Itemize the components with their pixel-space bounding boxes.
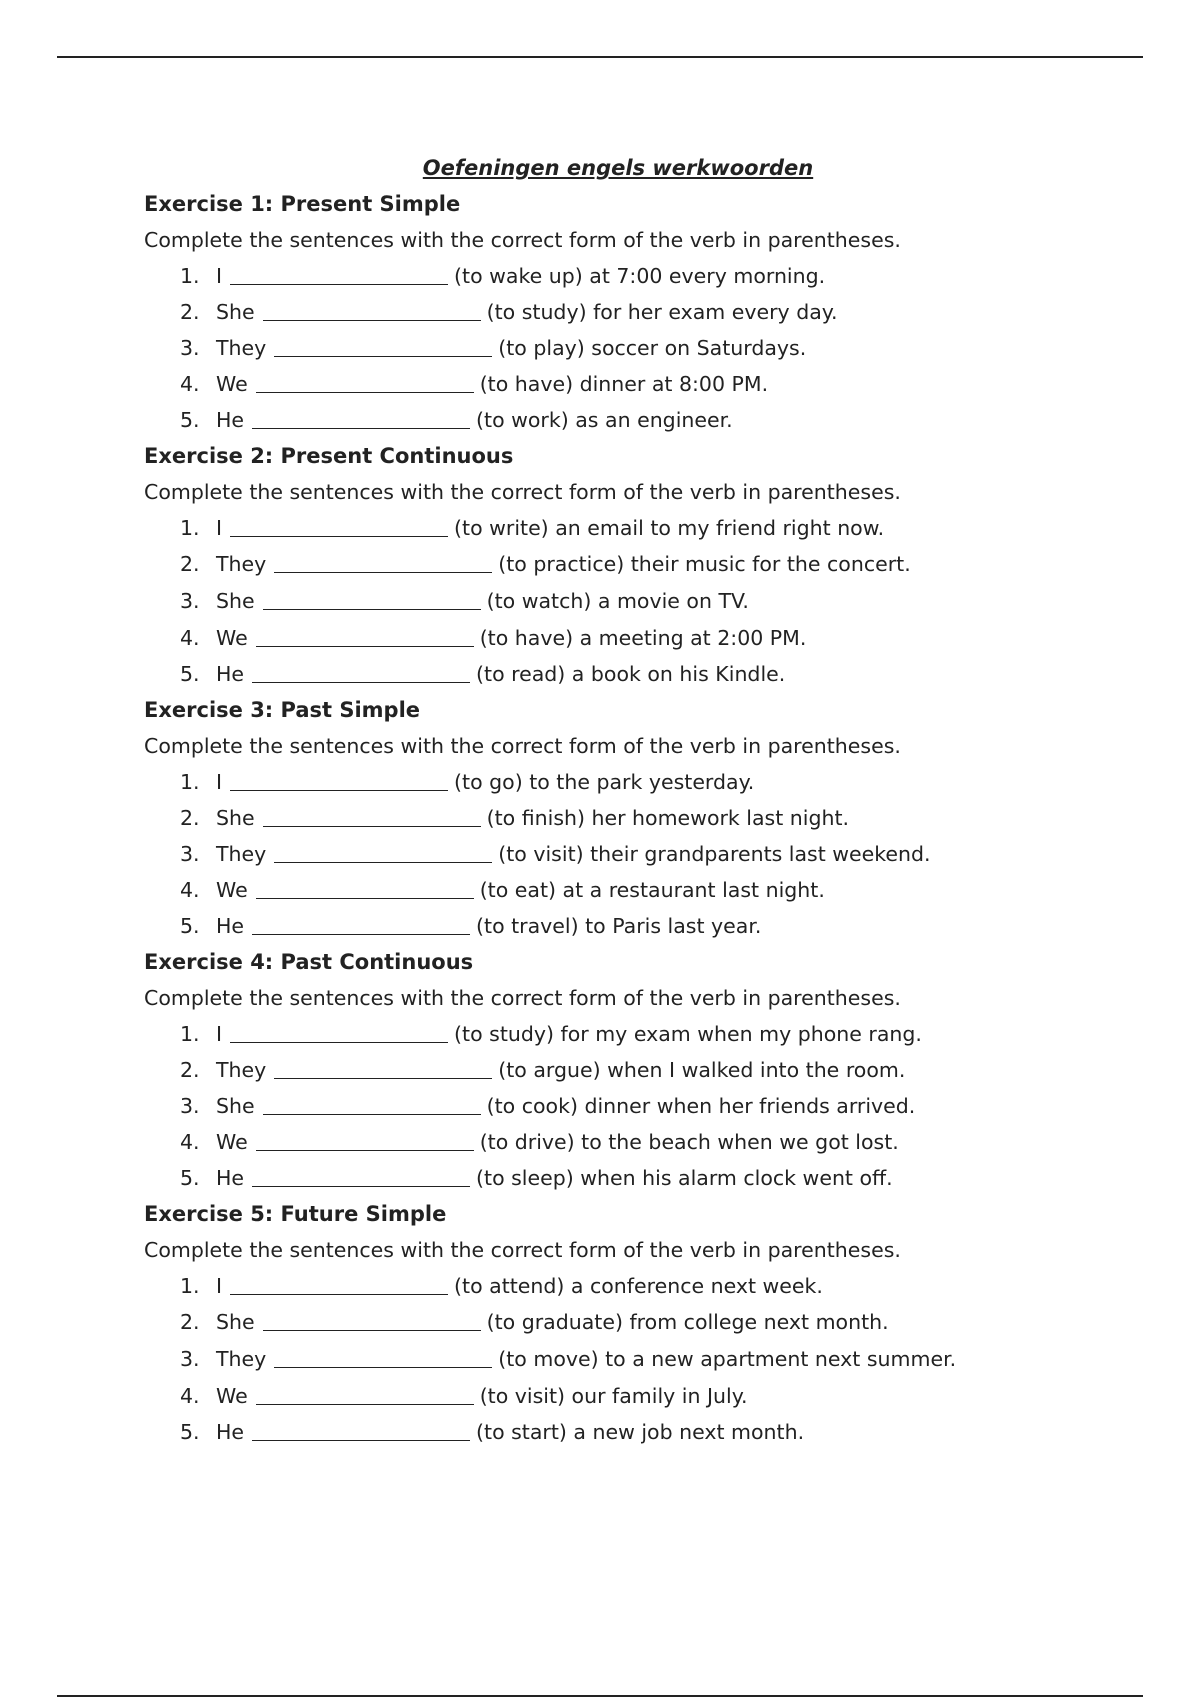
item-number: 4. bbox=[180, 878, 200, 902]
item-subject: They bbox=[216, 1058, 267, 1082]
item-prompt: (to graduate) from college next month. bbox=[486, 1310, 889, 1334]
list-item bbox=[144, 582, 1104, 620]
list-item bbox=[144, 764, 1104, 800]
item-number: 5. bbox=[180, 662, 200, 686]
exercise-heading: Exercise 1: Present Simple bbox=[144, 192, 461, 216]
item-number: 2. bbox=[180, 1310, 200, 1334]
item-subject: They bbox=[216, 552, 267, 576]
item-subject: I bbox=[216, 516, 223, 540]
list-item bbox=[144, 1088, 1104, 1124]
item-prompt: (to start) a new job next month. bbox=[476, 1420, 805, 1444]
item-number: 3. bbox=[180, 1347, 200, 1371]
answer-blank[interactable] bbox=[252, 1418, 470, 1441]
item-prompt: (to cook) dinner when her friends arrived. bbox=[486, 1094, 916, 1118]
exercise-4 bbox=[144, 944, 1104, 1196]
answer-blank[interactable] bbox=[274, 550, 492, 573]
item-prompt: (to have) dinner at 8:00 PM. bbox=[479, 372, 769, 396]
item-subject: He bbox=[216, 1166, 245, 1190]
item-subject: He bbox=[216, 662, 245, 686]
item-prompt: (to sleep) when his alarm clock went off. bbox=[476, 1166, 893, 1190]
exercise-heading: Exercise 2: Present Continuous bbox=[144, 444, 514, 468]
item-prompt: (to practice) their music for the concert. bbox=[498, 552, 911, 576]
answer-blank[interactable] bbox=[256, 1128, 474, 1151]
item-number: 2. bbox=[180, 552, 200, 576]
item-prompt: (to drive) to the beach when we got lost. bbox=[479, 1130, 899, 1154]
item-number: 3. bbox=[180, 1094, 200, 1118]
item-number: 1. bbox=[180, 264, 200, 288]
answer-blank[interactable] bbox=[256, 624, 474, 647]
item-number: 1. bbox=[180, 770, 200, 794]
list-item bbox=[144, 656, 1104, 692]
exercise-heading: Exercise 4: Past Continuous bbox=[144, 950, 474, 974]
answer-blank[interactable] bbox=[263, 298, 481, 321]
item-number: 4. bbox=[180, 626, 200, 650]
answer-blank[interactable] bbox=[256, 876, 474, 899]
list-item bbox=[144, 258, 1104, 294]
item-prompt: (to watch) a movie on TV. bbox=[486, 589, 749, 613]
answer-blank[interactable] bbox=[230, 514, 448, 537]
exercise-heading: Exercise 3: Past Simple bbox=[144, 698, 421, 722]
item-prompt: (to work) as an engineer. bbox=[476, 408, 733, 432]
exercise-list bbox=[144, 764, 1104, 944]
exercise-list bbox=[144, 258, 1104, 438]
list-item bbox=[144, 1052, 1104, 1088]
item-prompt: (to go) to the park yesterday. bbox=[454, 770, 755, 794]
item-subject: They bbox=[216, 842, 267, 866]
top-rule bbox=[57, 56, 1143, 58]
item-prompt: (to read) a book on his Kindle. bbox=[476, 662, 786, 686]
list-item bbox=[144, 1160, 1104, 1196]
item-number: 5. bbox=[180, 1166, 200, 1190]
item-prompt: (to argue) when I walked into the room. bbox=[498, 1058, 906, 1082]
page-title: Oefeningen engels werkwoorden bbox=[422, 156, 814, 180]
item-number: 5. bbox=[180, 408, 200, 432]
exercise-list bbox=[144, 510, 1104, 692]
list-item bbox=[144, 1016, 1104, 1052]
item-subject: I bbox=[216, 1274, 223, 1298]
list-item bbox=[144, 1378, 1104, 1414]
answer-blank[interactable] bbox=[252, 912, 470, 935]
item-prompt: (to write) an email to my friend right now. bbox=[454, 516, 885, 540]
answer-blank[interactable] bbox=[256, 370, 474, 393]
answer-blank[interactable] bbox=[263, 1308, 481, 1331]
item-subject: We bbox=[216, 878, 248, 902]
item-subject: She bbox=[216, 589, 255, 613]
item-subject: We bbox=[216, 626, 248, 650]
item-prompt: (to travel) to Paris last year. bbox=[476, 914, 762, 938]
item-subject: They bbox=[216, 336, 267, 360]
answer-blank[interactable] bbox=[274, 1345, 492, 1368]
item-subject: He bbox=[216, 408, 245, 432]
item-subject: She bbox=[216, 806, 255, 830]
exercise-instruction: Complete the sentences with the correct form of the verb in parentheses. bbox=[144, 734, 901, 758]
list-item bbox=[144, 294, 1104, 330]
answer-blank[interactable] bbox=[274, 334, 492, 357]
item-number: 3. bbox=[180, 842, 200, 866]
item-number: 2. bbox=[180, 300, 200, 324]
answer-blank[interactable] bbox=[263, 1092, 481, 1115]
item-subject: She bbox=[216, 1310, 255, 1334]
item-number: 2. bbox=[180, 1058, 200, 1082]
list-item bbox=[144, 800, 1104, 836]
item-subject: We bbox=[216, 1130, 248, 1154]
exercise-instruction: Complete the sentences with the correct form of the verb in parentheses. bbox=[144, 228, 901, 252]
exercise-instruction: Complete the sentences with the correct form of the verb in parentheses. bbox=[144, 1238, 901, 1262]
item-number: 4. bbox=[180, 372, 200, 396]
list-item bbox=[144, 620, 1104, 656]
answer-blank[interactable] bbox=[274, 840, 492, 863]
list-item bbox=[144, 1340, 1104, 1378]
answer-blank[interactable] bbox=[230, 768, 448, 791]
item-number: 5. bbox=[180, 914, 200, 938]
item-number: 5. bbox=[180, 1420, 200, 1444]
exercise-instruction: Complete the sentences with the correct form of the verb in parentheses. bbox=[144, 986, 901, 1010]
item-number: 2. bbox=[180, 806, 200, 830]
answer-blank[interactable] bbox=[230, 1272, 448, 1295]
item-subject: They bbox=[216, 1347, 267, 1371]
item-subject: He bbox=[216, 914, 245, 938]
item-number: 1. bbox=[180, 1274, 200, 1298]
item-prompt: (to eat) at a restaurant last night. bbox=[479, 878, 825, 902]
item-prompt: (to move) to a new apartment next summer. bbox=[498, 1347, 957, 1371]
item-number: 1. bbox=[180, 1022, 200, 1046]
item-number: 3. bbox=[180, 589, 200, 613]
answer-blank[interactable] bbox=[274, 1056, 492, 1079]
exercise-list bbox=[144, 1268, 1104, 1450]
item-subject: I bbox=[216, 1022, 223, 1046]
exercise-instruction: Complete the sentences with the correct form of the verb in parentheses. bbox=[144, 480, 901, 504]
list-item bbox=[144, 402, 1104, 438]
item-prompt: (to visit) their grandparents last weekend. bbox=[498, 842, 931, 866]
answer-blank[interactable] bbox=[263, 587, 481, 610]
item-subject: I bbox=[216, 770, 223, 794]
item-number: 3. bbox=[180, 336, 200, 360]
item-number: 4. bbox=[180, 1130, 200, 1154]
item-prompt: (to study) for her exam every day. bbox=[486, 300, 838, 324]
item-subject: We bbox=[216, 372, 248, 396]
item-prompt: (to finish) her homework last night. bbox=[486, 806, 850, 830]
item-subject: He bbox=[216, 1420, 245, 1444]
list-item bbox=[144, 872, 1104, 908]
item-prompt: (to study) for my exam when my phone rang. bbox=[454, 1022, 922, 1046]
list-item bbox=[144, 366, 1104, 402]
exercise-3 bbox=[144, 692, 1104, 944]
list-item bbox=[144, 1304, 1104, 1340]
item-subject: I bbox=[216, 264, 223, 288]
list-item bbox=[144, 330, 1104, 366]
item-prompt: (to wake up) at 7:00 every morning. bbox=[454, 264, 826, 288]
list-item bbox=[144, 546, 1104, 582]
item-subject: She bbox=[216, 300, 255, 324]
item-prompt: (to visit) our family in July. bbox=[479, 1384, 748, 1408]
list-item bbox=[144, 1268, 1104, 1304]
item-number: 1. bbox=[180, 516, 200, 540]
item-prompt: (to have) a meeting at 2:00 PM. bbox=[479, 626, 807, 650]
list-item bbox=[144, 510, 1104, 546]
list-item bbox=[144, 1414, 1104, 1450]
worksheet bbox=[144, 150, 1104, 1450]
list-item bbox=[144, 908, 1104, 944]
list-item bbox=[144, 836, 1104, 872]
answer-blank[interactable] bbox=[252, 1164, 470, 1187]
answer-blank[interactable] bbox=[256, 1382, 474, 1405]
item-prompt: (to play) soccer on Saturdays. bbox=[498, 336, 807, 360]
exercise-heading: Exercise 5: Future Simple bbox=[144, 1202, 447, 1226]
answer-blank[interactable] bbox=[252, 406, 470, 429]
item-number: 4. bbox=[180, 1384, 200, 1408]
answer-blank[interactable] bbox=[263, 804, 481, 827]
exercise-1 bbox=[144, 186, 1104, 438]
exercise-5 bbox=[144, 1196, 1104, 1450]
answer-blank[interactable] bbox=[252, 660, 470, 683]
exercise-list bbox=[144, 1016, 1104, 1196]
item-subject: We bbox=[216, 1384, 248, 1408]
item-prompt: (to attend) a conference next week. bbox=[454, 1274, 823, 1298]
answer-blank[interactable] bbox=[230, 1020, 448, 1043]
item-subject: She bbox=[216, 1094, 255, 1118]
answer-blank[interactable] bbox=[230, 262, 448, 285]
exercise-2 bbox=[144, 438, 1104, 692]
bottom-rule bbox=[57, 1695, 1143, 1697]
list-item bbox=[144, 1124, 1104, 1160]
